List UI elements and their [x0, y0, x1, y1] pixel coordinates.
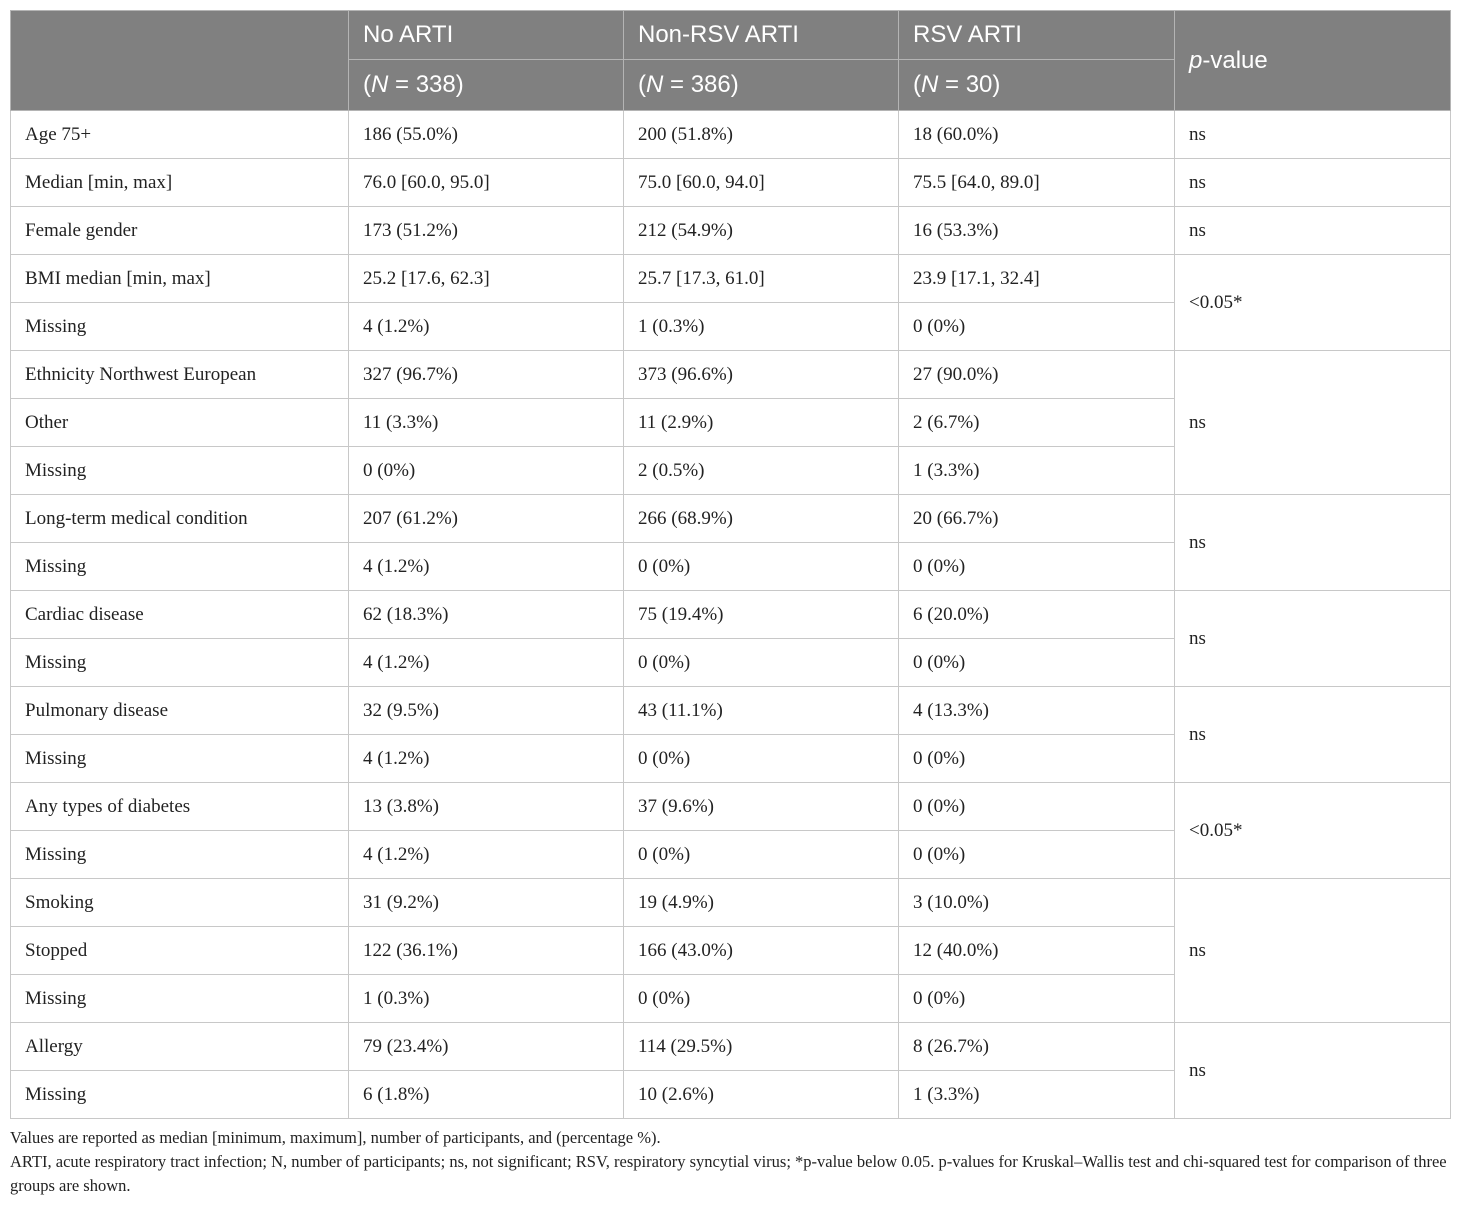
cell-non-rsv-arti: 212 (54.9%) [624, 207, 899, 255]
p-italic: p [1189, 46, 1203, 74]
cell-p-value: ns [1175, 687, 1451, 783]
cell-p-value: <0.05* [1175, 255, 1451, 351]
cell-non-rsv-arti: 0 (0%) [624, 831, 899, 879]
cell-no-arti: 32 (9.5%) [349, 687, 624, 735]
cell-no-arti: 122 (36.1%) [349, 927, 624, 975]
row-label: Missing [11, 1071, 349, 1119]
row-label: Median [min, max] [11, 159, 349, 207]
cell-no-arti: 79 (23.4%) [349, 1023, 624, 1071]
table-row [11, 255, 1451, 303]
cell-rsv-arti: 0 (0%) [899, 303, 1175, 351]
cell-non-rsv-arti: 25.7 [17.3, 61.0] [624, 255, 899, 303]
cell-non-rsv-arti: 2 (0.5%) [624, 447, 899, 495]
cell-non-rsv-arti: 11 (2.9%) [624, 399, 899, 447]
footnote-abbreviations: ARTI, acute respiratory tract infection; N, number of participants; ns, not significant; RSV, respiratory syncytial virus; *p-value below 0.05. p-values for Kruskal–Wallis test and chi-squared test for comparison of three groups are shown. [10, 1152, 1447, 1195]
table-row [11, 111, 1451, 159]
header-empty-cell [11, 11, 349, 111]
cell-no-arti: 173 (51.2%) [349, 207, 624, 255]
cell-rsv-arti: 0 (0%) [899, 783, 1175, 831]
cell-non-rsv-arti: 373 (96.6%) [624, 351, 899, 399]
cell-no-arti: 1 (0.3%) [349, 975, 624, 1023]
row-label: Missing [11, 735, 349, 783]
cell-rsv-arti: 0 (0%) [899, 543, 1175, 591]
n-value: = 338) [395, 71, 464, 98]
n-value: = 30) [945, 71, 1001, 98]
n-label: N [921, 71, 939, 98]
cell-no-arti: 13 (3.8%) [349, 783, 624, 831]
row-label: Pulmonary disease [11, 687, 349, 735]
row-label: Allergy [11, 1023, 349, 1071]
cell-non-rsv-arti: 0 (0%) [624, 543, 899, 591]
cell-no-arti: 4 (1.2%) [349, 735, 624, 783]
cell-p-value: ns [1175, 111, 1451, 159]
row-label: Missing [11, 831, 349, 879]
cell-non-rsv-arti: 166 (43.0%) [624, 927, 899, 975]
cell-rsv-arti: 6 (20.0%) [899, 591, 1175, 639]
cell-rsv-arti: 0 (0%) [899, 975, 1175, 1023]
cell-non-rsv-arti: 19 (4.9%) [624, 879, 899, 927]
header-rsv-arti: RSV ARTI [899, 11, 1175, 60]
row-label: Female gender [11, 207, 349, 255]
cell-no-arti: 62 (18.3%) [349, 591, 624, 639]
cell-rsv-arti: 75.5 [64.0, 89.0] [899, 159, 1175, 207]
cell-non-rsv-arti: 37 (9.6%) [624, 783, 899, 831]
cell-p-value: ns [1175, 495, 1451, 591]
cell-no-arti: 186 (55.0%) [349, 111, 624, 159]
cell-p-value: ns [1175, 159, 1451, 207]
cell-non-rsv-arti: 200 (51.8%) [624, 111, 899, 159]
cell-p-value: ns [1175, 879, 1451, 1023]
cell-non-rsv-arti: 75 (19.4%) [624, 591, 899, 639]
row-label: Stopped [11, 927, 349, 975]
cell-p-value: ns [1175, 1023, 1451, 1119]
cell-rsv-arti: 18 (60.0%) [899, 111, 1175, 159]
cell-non-rsv-arti: 10 (2.6%) [624, 1071, 899, 1119]
cell-rsv-arti: 12 (40.0%) [899, 927, 1175, 975]
cell-non-rsv-arti: 0 (0%) [624, 735, 899, 783]
cell-no-arti: 207 (61.2%) [349, 495, 624, 543]
n-open-paren: ( [363, 71, 371, 98]
table-row [11, 879, 1451, 927]
cell-p-value: ns [1175, 207, 1451, 255]
n-value: = 386) [670, 71, 739, 98]
cell-rsv-arti: 3 (10.0%) [899, 879, 1175, 927]
table-row [11, 591, 1451, 639]
table-footnotes [10, 1126, 1455, 1198]
row-label: Missing [11, 543, 349, 591]
cell-non-rsv-arti: 0 (0%) [624, 639, 899, 687]
header-non-rsv-arti: Non-RSV ARTI [624, 11, 899, 60]
characteristics-table-container [10, 10, 1450, 1119]
table-row [11, 687, 1451, 735]
cell-non-rsv-arti: 0 (0%) [624, 975, 899, 1023]
cell-rsv-arti: 1 (3.3%) [899, 1071, 1175, 1119]
cell-rsv-arti: 20 (66.7%) [899, 495, 1175, 543]
cell-p-value: ns [1175, 591, 1451, 687]
table-row [11, 495, 1451, 543]
cell-p-value: <0.05* [1175, 783, 1451, 879]
table-row [11, 207, 1451, 255]
row-label: Age 75+ [11, 111, 349, 159]
row-label: Ethnicity Northwest European [11, 351, 349, 399]
cell-rsv-arti: 8 (26.7%) [899, 1023, 1175, 1071]
row-label: Missing [11, 447, 349, 495]
header-n-no-arti [349, 60, 624, 111]
row-label: Cardiac disease [11, 591, 349, 639]
table-row [11, 159, 1451, 207]
cell-rsv-arti: 0 (0%) [899, 735, 1175, 783]
cell-non-rsv-arti: 43 (11.1%) [624, 687, 899, 735]
cell-rsv-arti: 0 (0%) [899, 831, 1175, 879]
p-rest: -value [1202, 46, 1268, 74]
table-body [11, 111, 1451, 1119]
cell-no-arti: 76.0 [60.0, 95.0] [349, 159, 624, 207]
footnote-values: Values are reported as median [minimum, maximum], number of participants, and (percentage %). [10, 1128, 661, 1147]
row-label: BMI median [min, max] [11, 255, 349, 303]
cell-rsv-arti: 1 (3.3%) [899, 447, 1175, 495]
cell-rsv-arti: 16 (53.3%) [899, 207, 1175, 255]
header-n-non-rsv-arti [624, 60, 899, 111]
characteristics-table [10, 10, 1451, 1119]
cell-no-arti: 327 (96.7%) [349, 351, 624, 399]
cell-rsv-arti: 27 (90.0%) [899, 351, 1175, 399]
n-label: N [646, 71, 664, 98]
n-open-paren: ( [913, 71, 921, 98]
cell-no-arti: 4 (1.2%) [349, 543, 624, 591]
cell-rsv-arti: 4 (13.3%) [899, 687, 1175, 735]
table-row [11, 783, 1451, 831]
row-label: Missing [11, 639, 349, 687]
header-no-arti: No ARTI [349, 11, 624, 60]
row-label: Other [11, 399, 349, 447]
table-row [11, 1023, 1451, 1071]
cell-no-arti: 31 (9.2%) [349, 879, 624, 927]
row-label: Missing [11, 975, 349, 1023]
header-n-rsv-arti [899, 60, 1175, 111]
cell-no-arti: 4 (1.2%) [349, 303, 624, 351]
cell-no-arti: 11 (3.3%) [349, 399, 624, 447]
cell-non-rsv-arti: 266 (68.9%) [624, 495, 899, 543]
cell-p-value: ns [1175, 351, 1451, 495]
cell-no-arti: 4 (1.2%) [349, 639, 624, 687]
row-label: Long-term medical condition [11, 495, 349, 543]
cell-no-arti: 25.2 [17.6, 62.3] [349, 255, 624, 303]
cell-rsv-arti: 0 (0%) [899, 639, 1175, 687]
row-label: Missing [11, 303, 349, 351]
header-p-value [1175, 11, 1451, 111]
cell-non-rsv-arti: 1 (0.3%) [624, 303, 899, 351]
cell-rsv-arti: 2 (6.7%) [899, 399, 1175, 447]
cell-non-rsv-arti: 114 (29.5%) [624, 1023, 899, 1071]
cell-no-arti: 0 (0%) [349, 447, 624, 495]
row-label: Smoking [11, 879, 349, 927]
n-open-paren: ( [638, 71, 646, 98]
cell-rsv-arti: 23.9 [17.1, 32.4] [899, 255, 1175, 303]
cell-no-arti: 4 (1.2%) [349, 831, 624, 879]
table-header [11, 11, 1451, 111]
header-row-group-names [11, 11, 1451, 60]
table-row [11, 351, 1451, 399]
cell-non-rsv-arti: 75.0 [60.0, 94.0] [624, 159, 899, 207]
n-label: N [371, 71, 389, 98]
row-label: Any types of diabetes [11, 783, 349, 831]
cell-no-arti: 6 (1.8%) [349, 1071, 624, 1119]
